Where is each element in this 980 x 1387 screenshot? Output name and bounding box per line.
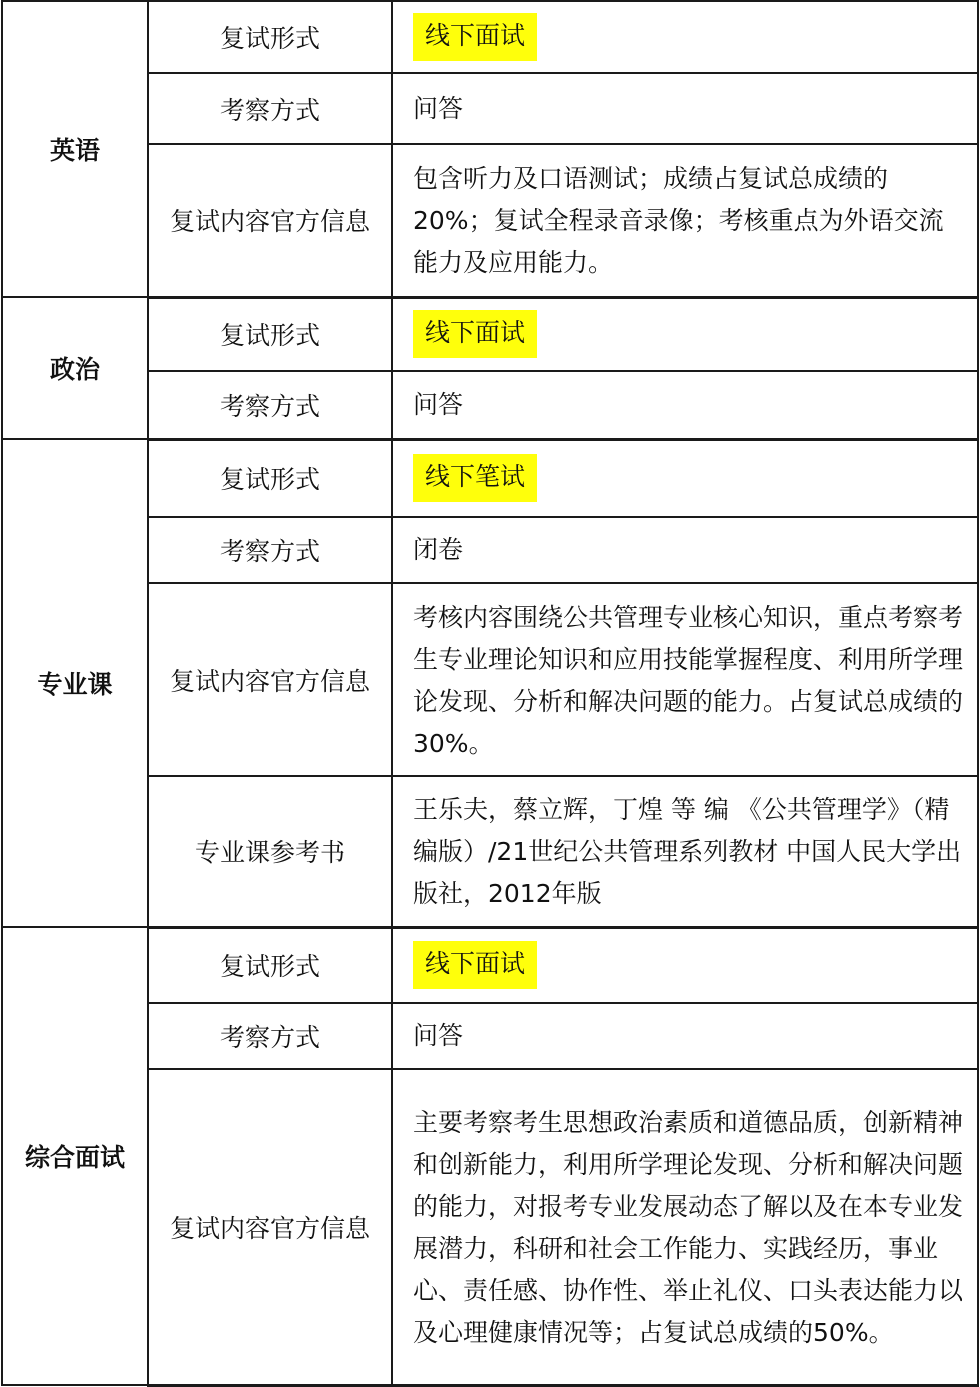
exam-info-table-body	[2, 1, 978, 1385]
row-value: 闭卷	[392, 517, 978, 583]
row-value: 问答	[392, 73, 978, 144]
highlighted-value: 线下面试	[413, 310, 537, 358]
table-row	[2, 439, 978, 517]
row-label: 复试形式	[148, 927, 392, 1003]
row-label: 复试形式	[148, 1, 392, 73]
table-row	[2, 1, 978, 73]
table-row	[2, 583, 978, 776]
row-value	[392, 297, 978, 371]
subject-cell: 英语	[2, 1, 148, 297]
row-value	[392, 927, 978, 1003]
table-row	[2, 517, 978, 583]
row-label: 考察方式	[148, 73, 392, 144]
row-label: 复试形式	[148, 439, 392, 517]
row-value: 主要考察考生思想政治素质和道德品质，创新精神和创新能力，利用所学理论发现、分析和解决问题的能力，对报考专业发展动态了解以及在本专业发展潜力，科研和社会工作能力、实践经历，事业心、责任感、协作性、举止礼仪、口头表达能力以及心理健康情况等；占复试总成绩的50%。	[392, 1069, 978, 1385]
row-value: 王乐夫，蔡立辉，丁煌 等 编 《公共管理学》（精编版）/21世纪公共管理系列教材 中国人民大学出版社，2012年版	[392, 776, 978, 927]
subject-cell: 综合面试	[2, 927, 148, 1385]
row-label: 复试内容官方信息	[148, 1069, 392, 1385]
subject-cell: 政治	[2, 297, 148, 439]
row-label: 专业课参考书	[148, 776, 392, 927]
exam-info-table	[1, 0, 979, 1387]
row-value: 问答	[392, 371, 978, 439]
row-value	[392, 439, 978, 517]
table-row	[2, 1069, 978, 1385]
row-value: 问答	[392, 1003, 978, 1069]
highlighted-value: 线下笔试	[413, 454, 537, 502]
table-row	[2, 144, 978, 297]
row-label: 考察方式	[148, 517, 392, 583]
row-label: 考察方式	[148, 371, 392, 439]
row-value	[392, 1, 978, 73]
row-label: 复试内容官方信息	[148, 583, 392, 776]
row-label: 复试形式	[148, 297, 392, 371]
row-value: 考核内容围绕公共管理专业核心知识，重点考察考生专业理论知识和应用技能掌握程度、利用所学理论发现、分析和解决问题的能力。占复试总成绩的30%。	[392, 583, 978, 776]
row-label: 考察方式	[148, 1003, 392, 1069]
highlighted-value: 线下面试	[413, 13, 537, 61]
table-row	[2, 297, 978, 371]
row-value: 包含听力及口语测试；成绩占复试总成绩的20%；复试全程录音录像；考核重点为外语交流能力及应用能力。	[392, 144, 978, 297]
table-row	[2, 73, 978, 144]
table-row	[2, 776, 978, 927]
table-row	[2, 1003, 978, 1069]
table-row	[2, 927, 978, 1003]
subject-cell: 专业课	[2, 439, 148, 927]
row-label: 复试内容官方信息	[148, 144, 392, 297]
highlighted-value: 线下面试	[413, 941, 537, 989]
table-row	[2, 371, 978, 439]
